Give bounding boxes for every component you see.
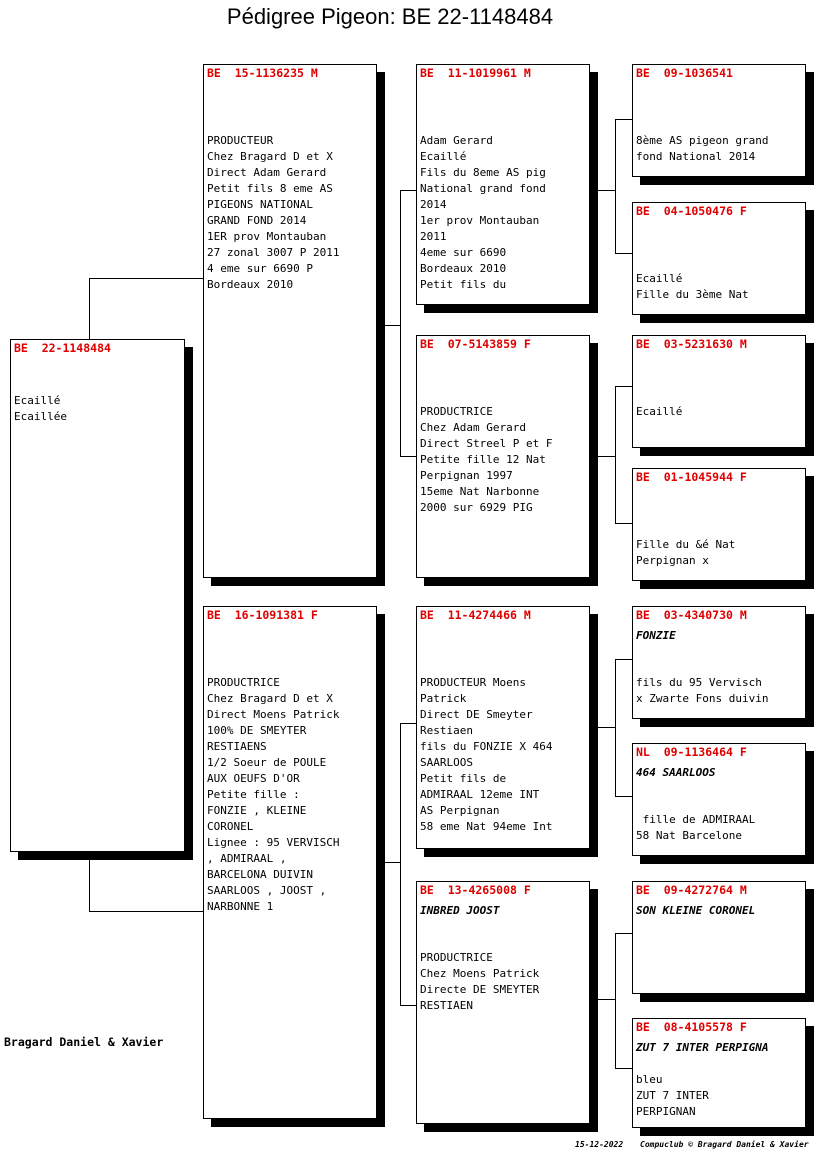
- ring-number: BE 04-1050476 F: [636, 204, 747, 218]
- connector-line: [615, 796, 633, 797]
- pigeon-notes: 8ème AS pigeon grand fond National 2014: [636, 134, 769, 163]
- connector-line: [589, 727, 615, 728]
- sire-card[interactable]: [203, 64, 377, 578]
- pigeon-name: ZUT 7 INTER PERPIGNA: [636, 1041, 769, 1054]
- ring-number: BE 09-1036541: [636, 66, 733, 80]
- ring-number: BE 07-5143859 F: [420, 337, 531, 351]
- ring-number: BE 13-4265008 F: [420, 883, 531, 897]
- pigeon-name: INBRED JOOST: [420, 904, 500, 917]
- great-grandparent-card-7[interactable]: [632, 881, 806, 994]
- pigeon-name: FONZIE: [636, 629, 676, 642]
- sire-dam-card[interactable]: [416, 335, 590, 578]
- ring-number: BE 03-5231630 M: [636, 337, 747, 351]
- connector-line: [376, 862, 400, 863]
- subject-pigeon-card[interactable]: [10, 339, 185, 852]
- pigeon-notes: PRODUCTEUR Chez Bragard D et X Direct Adam Gerard Petit fils 8 eme AS PIGEONS NATIONAL GRAND FOND 2014 1ER prov Montauban 27 zonal 3007 P 2011 4 eme sur 6690 P Bordeaux 2010: [207, 134, 340, 291]
- pigeon-notes: PRODUCTRICE Chez Moens Patrick Directe DE SMEYTER RESTIAEN: [420, 951, 540, 1012]
- great-grandparent-card-6[interactable]: [632, 743, 806, 856]
- connector-line: [615, 1068, 633, 1069]
- connector-line: [89, 278, 204, 279]
- pigeon-notes: PRODUCTRICE Chez Adam Gerard Direct Streel P et F Petite fille 12 Nat Perpignan 1997 15eme Nat Narbonne 2000 sur 6929 PIG: [420, 405, 553, 514]
- connector-line: [400, 190, 401, 457]
- dam-dam-card[interactable]: [416, 881, 590, 1124]
- ring-number: BE 16-1091381 F: [207, 608, 318, 622]
- great-grandparent-card-5[interactable]: [632, 606, 806, 719]
- connector-line: [615, 119, 633, 120]
- footer-date: 15-12-2022: [575, 1140, 624, 1149]
- connector-line: [615, 659, 616, 797]
- ring-number: BE 01-1045944 F: [636, 470, 747, 484]
- connector-line: [400, 723, 417, 724]
- pigeon-notes: PRODUCTRICE Chez Bragard D et X Direct Moens Patrick 100% DE SMEYTER RESTIAENS 1/2 Soeur de POULE AUX OEUFS D'OR Petite fille : FONZIE , KLEINE CORONEL Lignee : 95 VERVISCH , ADMIRAAL , BARCELONA DUIVIN SAARLOOS , JOOST , NARBONNE 1: [207, 676, 340, 913]
- connector-line: [615, 933, 633, 934]
- connector-line: [615, 253, 633, 254]
- pigeon-notes: PRODUCTEUR Moens Patrick Direct DE Smeyter Restiaen fils du FONZIE X 464 SAARLOOS Petit fils de ADMIRAAL 12eme INT AS Perpignan 58 eme Nat 94eme Int: [420, 676, 553, 833]
- pigeon-name: SON KLEINE CORONEL: [636, 904, 756, 917]
- pigeon-notes: bleu ZUT 7 INTER PERPIGNAN: [636, 1073, 709, 1118]
- pigeon-notes: fils du 95 Vervisch x Zwarte Fons duivin: [636, 676, 769, 705]
- connector-line: [89, 278, 90, 340]
- great-grandparent-card-1[interactable]: [632, 64, 806, 177]
- dam-sire-card[interactable]: [416, 606, 590, 849]
- ring-number: NL 09-1136464 F: [636, 745, 747, 759]
- connector-line: [400, 1005, 417, 1006]
- ring-number: BE 03-4340730 M: [636, 608, 747, 622]
- great-grandparent-card-8[interactable]: [632, 1018, 806, 1128]
- sire-sire-card[interactable]: [416, 64, 590, 305]
- connector-line: [615, 659, 633, 660]
- ring-number: BE 22-1148484: [14, 341, 111, 355]
- great-grandparent-card-3[interactable]: [632, 335, 806, 448]
- connector-line: [400, 456, 417, 457]
- connector-line: [615, 386, 633, 387]
- pigeon-notes: Ecaillé Ecaillée: [14, 394, 67, 423]
- pigeon-notes: Adam Gerard Ecaillé Fils du 8eme AS pig National grand fond 2014 1er prov Montauban 2011 4eme sur 6690 Bordeaux 2010 Petit fils du: [420, 134, 546, 291]
- pigeon-name: 464 SAARLOOS: [636, 766, 716, 779]
- dam-card[interactable]: [203, 606, 377, 1119]
- connector-line: [615, 119, 616, 254]
- ring-number: BE 11-1019961 M: [420, 66, 531, 80]
- connector-line: [615, 386, 616, 524]
- owner-name: Bragard Daniel & Xavier: [4, 1035, 164, 1049]
- connector-line: [89, 911, 204, 912]
- ring-number: BE 15-1136235 M: [207, 66, 318, 80]
- connector-line: [376, 325, 400, 326]
- pigeon-notes: fille de ADMIRAAL 58 Nat Barcelone: [636, 813, 756, 842]
- connector-line: [589, 190, 615, 191]
- page-title: Pédigree Pigeon: BE 22-1148484: [226, 4, 554, 29]
- great-grandparent-card-2[interactable]: [632, 202, 806, 315]
- connector-line: [400, 190, 417, 191]
- ring-number: BE 11-4274466 M: [420, 608, 531, 622]
- ring-number: BE 08-4105578 F: [636, 1020, 747, 1034]
- great-grandparent-card-4[interactable]: [632, 468, 806, 581]
- footer-credit: Compuclub © Bragard Daniel & Xavier: [640, 1140, 809, 1149]
- pigeon-notes: Fille du &é Nat Perpignan x: [636, 538, 736, 567]
- connector-line: [615, 523, 633, 524]
- pigeon-notes: Ecaillé: [636, 405, 683, 418]
- pigeon-notes: Ecaillé Fille du 3ème Nat: [636, 272, 749, 301]
- connector-line: [615, 933, 616, 1069]
- ring-number: BE 09-4272764 M: [636, 883, 747, 897]
- connector-line: [89, 851, 90, 912]
- connector-line: [589, 999, 615, 1000]
- connector-line: [400, 723, 401, 1006]
- connector-line: [589, 456, 615, 457]
